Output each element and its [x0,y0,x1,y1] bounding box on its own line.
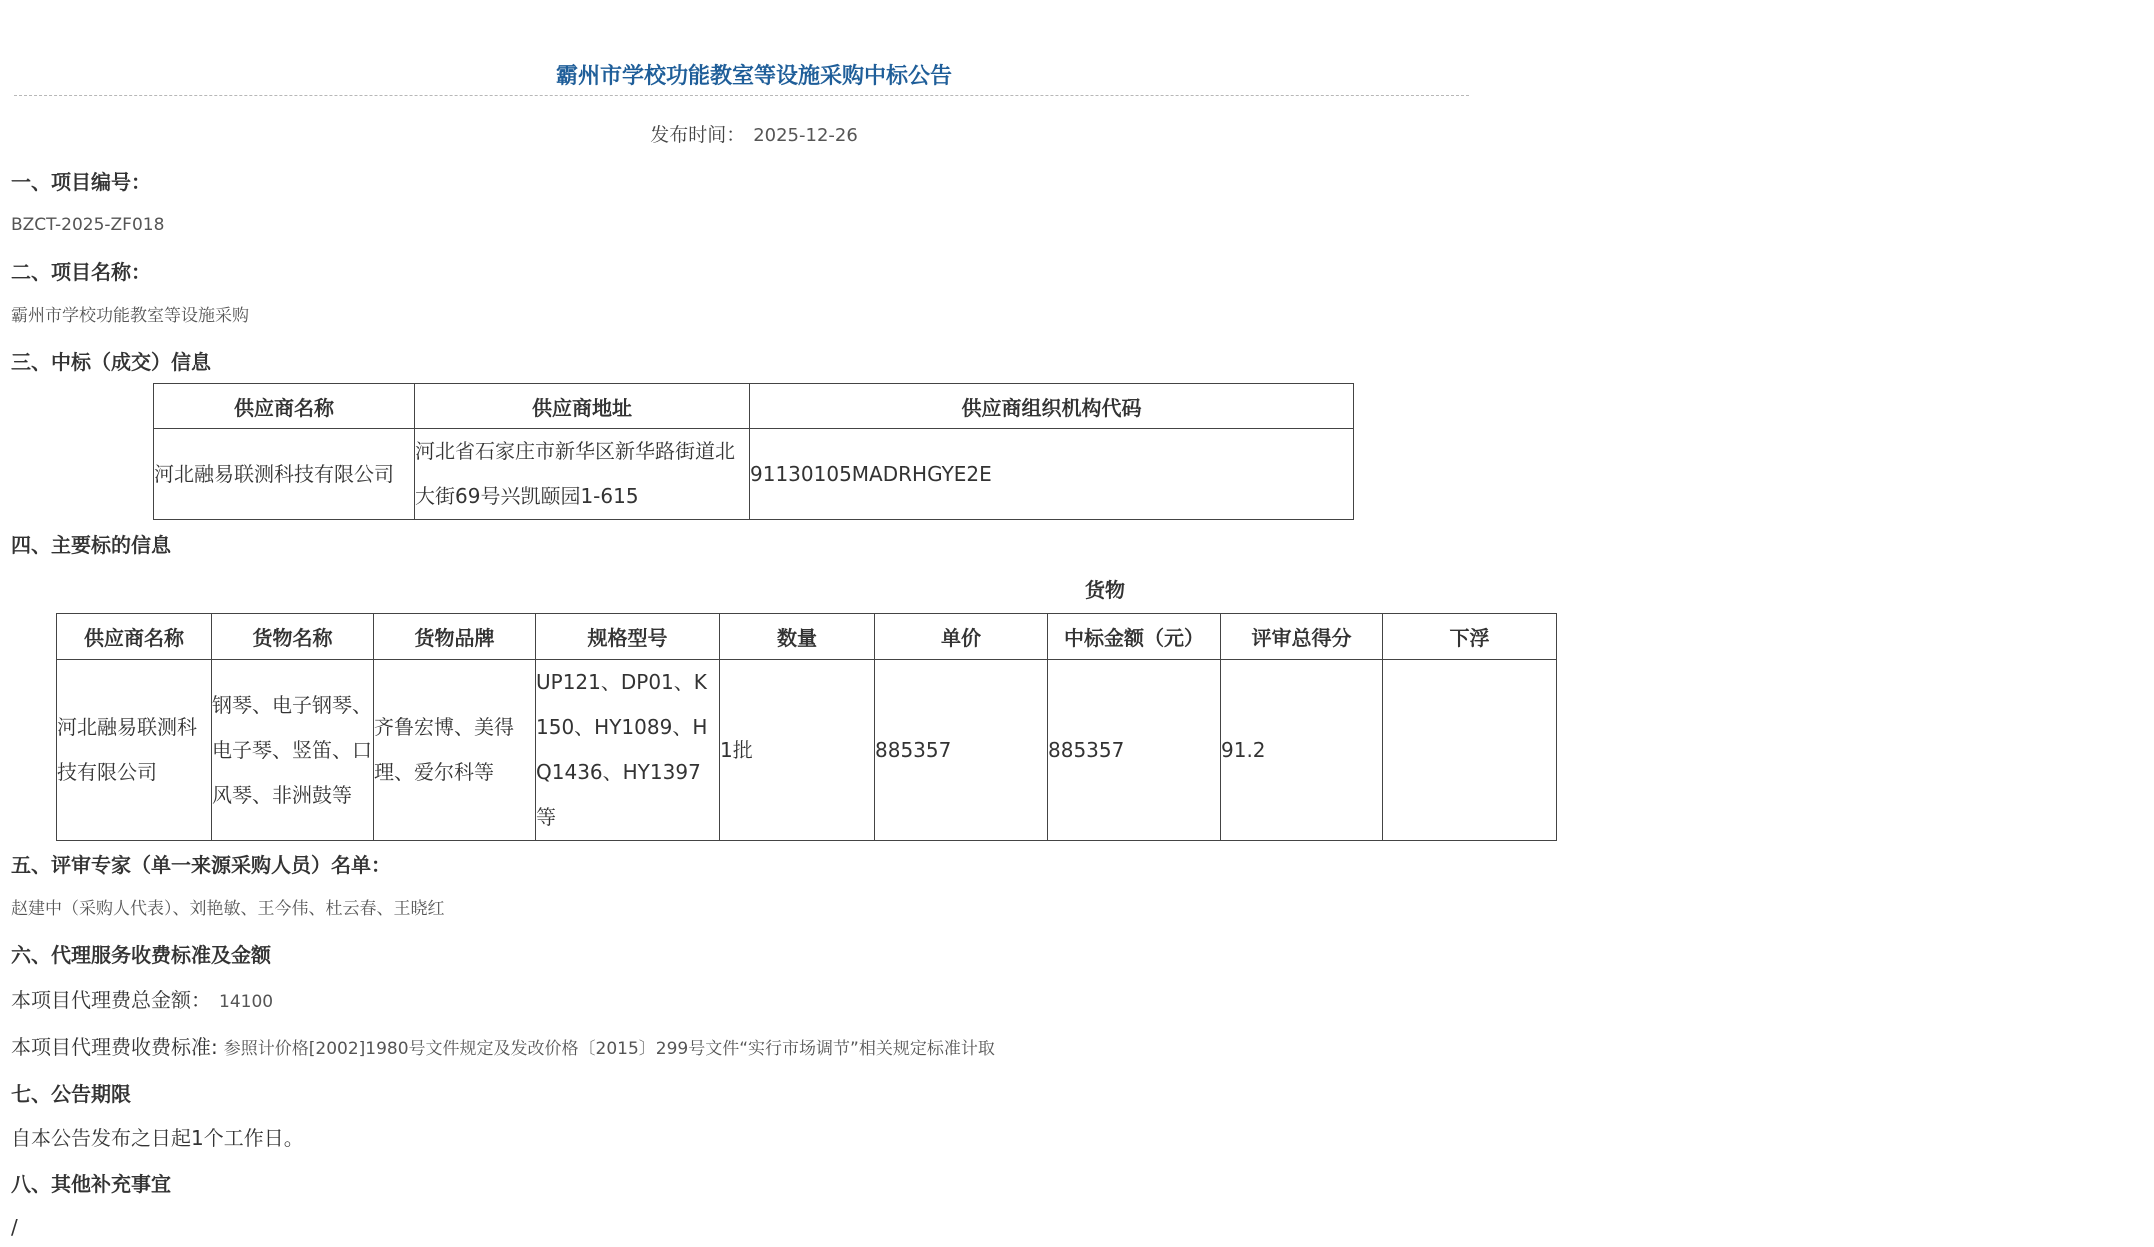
winner-header-supplier-name: 供应商名称 [154,384,415,429]
section-experts-heading: 五、评审专家（单一来源采购人员）名单： [11,853,391,877]
goods-quantity: 1批 [720,660,875,841]
section-notice-period-heading: 七、公告期限 [11,1082,131,1106]
goods-discount [1383,660,1557,841]
goods-header-supplier: 供应商名称 [57,614,212,660]
goods-amount: 885357 [1048,660,1221,841]
goods-header-brand: 货物品牌 [374,614,536,660]
goods-header-unit-price: 单价 [875,614,1048,660]
section-project-number-heading: 一、项目编号： [11,170,151,194]
goods-table-caption: 货物 [1085,578,1125,602]
goods-header-model: 规格型号 [536,614,720,660]
winner-supplier-name: 河北融易联测科技有限公司 [154,429,415,520]
table-row [57,660,1557,841]
project-name-value: 霸州市学校功能教室等设施采购 [11,306,249,326]
section-project-name-heading: 二、项目名称： [11,260,151,284]
agency-fee-total-value: 14100 [219,992,274,1012]
table-row [154,429,1354,520]
publish-time [0,122,1508,149]
title-divider [14,95,1469,96]
section-other-matters-heading: 八、其他补充事宜 [11,1172,171,1196]
agency-fee-standard [11,1033,995,1063]
section-main-items-heading: 四、主要标的信息 [11,533,171,557]
other-matters-value: / [11,1215,18,1239]
winner-table-header-row [154,384,1354,429]
goods-model: UP121、DP01、K150、HY1089、HQ1436、HY1397等 [536,660,720,841]
winner-supplier-address: 河北省石家庄市新华区新华路街道北大街69号兴凯颐园1-615 [415,429,750,520]
goods-supplier: 河北融易联测科技有限公司 [57,660,212,841]
goods-brand: 齐鲁宏博、美得理、爱尔科等 [374,660,536,841]
publish-time-label: 发布时间： [650,124,746,146]
agency-fee-total [11,986,273,1016]
winner-org-code: 91130105MADRHGYE2E [750,429,1354,520]
goods-header-score: 评审总得分 [1221,614,1383,660]
winner-header-org-code: 供应商组织机构代码 [750,384,1354,429]
section-agency-fee-heading: 六、代理服务收费标准及金额 [11,943,271,967]
experts-list: 赵建中（采购人代表）、刘艳敏、王今伟、杜云春、王晓红 [11,899,445,919]
publish-time-value: 2025-12-26 [753,125,858,146]
winner-table [153,383,1354,520]
goods-table [56,613,1557,841]
project-number-value: BZCT-2025-ZF018 [11,215,165,235]
agency-fee-total-label: 本项目代理费总金额： [11,988,211,1012]
goods-header-amount: 中标金额（元） [1048,614,1221,660]
winner-header-supplier-address: 供应商地址 [415,384,750,429]
notice-period-value: 自本公告发布之日起1个工作日。 [11,1126,304,1150]
goods-table-header-row [57,614,1557,660]
goods-table-container [56,568,1490,842]
goods-score: 91.2 [1221,660,1383,841]
goods-unit-price: 885357 [875,660,1048,841]
goods-name: 钢琴、电子钢琴、电子琴、竖笛、口风琴、非洲鼓等 [212,660,374,841]
goods-header-quantity: 数量 [720,614,875,660]
goods-header-goods-name: 货物名称 [212,614,374,660]
page-title: 霸州市学校功能教室等设施采购中标公告 [555,64,952,89]
agency-fee-standard-value: 参照计价格[2002]1980号文件规定及发改价格〔2015〕299号文件“实行市场调节”相关规定标准计取 [223,1039,995,1059]
goods-header-discount: 下浮 [1383,614,1557,660]
section-winner-info-heading: 三、中标（成交）信息 [11,350,211,374]
agency-fee-standard-label: 本项目代理费收费标准: [11,1035,218,1059]
